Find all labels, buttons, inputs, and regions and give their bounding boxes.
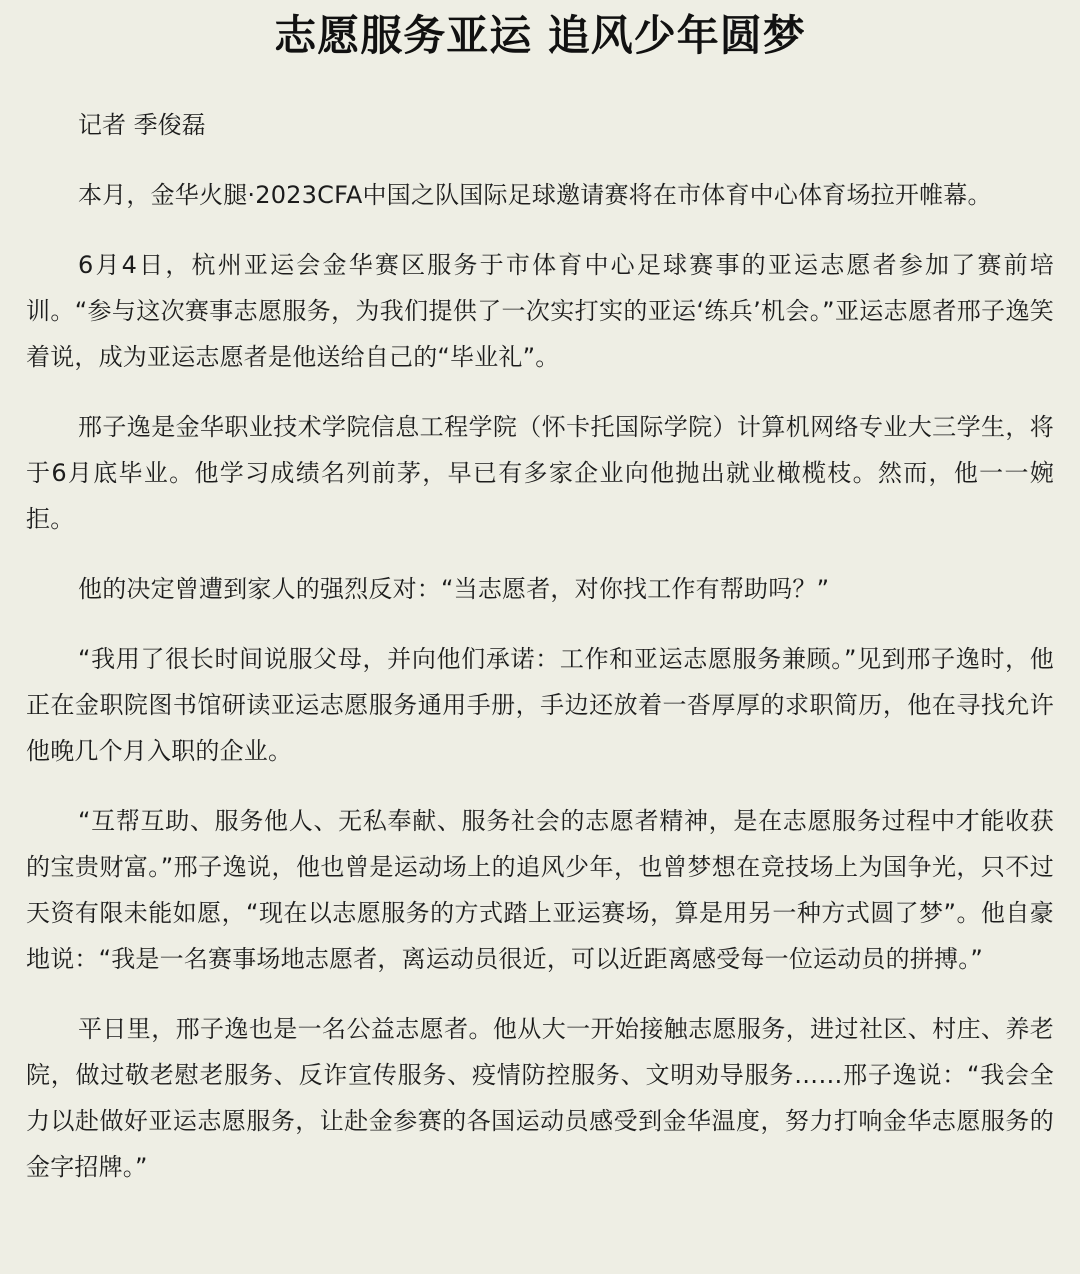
article-paragraph-3: 邢子逸是金华职业技术学院信息工程学院（怀卡托国际学院）计算机网络专业大三学生，将于6月底毕业。他学习成绩名列前茅，早已有多家企业向他抛出就业橄榄枝。然而，他一一婉拒。 [26, 413, 1054, 533]
article-paragraph-4: 他的决定曾遭到家人的强烈反对：“当志愿者，对你找工作有帮助吗？” [78, 575, 830, 603]
article-paragraph-6: “互帮互助、服务他人、无私奉献、服务社会的志愿者精神，是在志愿服务过程中才能收获的宝贵财富。”邢子逸说，他也曾是运动场上的追风少年，也曾梦想在竞技场上为国争光，只不过天资有限未能如愿，“现在以志愿服务的方式踏上亚运赛场，算是用另一种方式圆了梦”。他自豪地说：“我是一名赛事场地志愿者，离运动员很近，可以近距离感受每一位运动员的拼搏。” [26, 807, 1054, 973]
article-paragraph-2: 6月4日，杭州亚运会金华赛区服务于市体育中心足球赛事的亚运志愿者参加了赛前培训。“参与这次赛事志愿服务，为我们提供了一次实打实的亚运‘练兵’机会。”亚运志愿者邢子逸笑着说，成为亚运志愿者是他送给自己的“毕业礼”。 [26, 251, 1054, 371]
article-paragraph-7: 平日里，邢子逸也是一名公益志愿者。他从大一开始接触志愿服务，进过社区、村庄、养老院，做过敬老慰老服务、反诈宣传服务、疫情防控服务、文明劝导服务……邢子逸说：“我会全力以赴做好亚运志愿服务，让赴金参赛的各国运动员感受到金华温度，努力打响金华志愿服务的金字招牌。” [26, 1015, 1054, 1181]
article-paragraph-5: “我用了很长时间说服父母，并向他们承诺：工作和亚运志愿服务兼顾。”见到邢子逸时，他正在金职院图书馆研读亚运志愿服务通用手册，手边还放着一沓厚厚的求职简历，他在寻找允许他晚几个月入职的企业。 [26, 645, 1054, 765]
article-byline: 记者 季俊磊 [78, 111, 206, 139]
article-title: 志愿服务亚运 追风少年圆梦 [274, 11, 806, 60]
article-paragraph-1: 本月，金华火腿·2023CFA中国之队国际足球邀请赛将在市体育中心体育场拉开帷幕。 [78, 181, 992, 209]
